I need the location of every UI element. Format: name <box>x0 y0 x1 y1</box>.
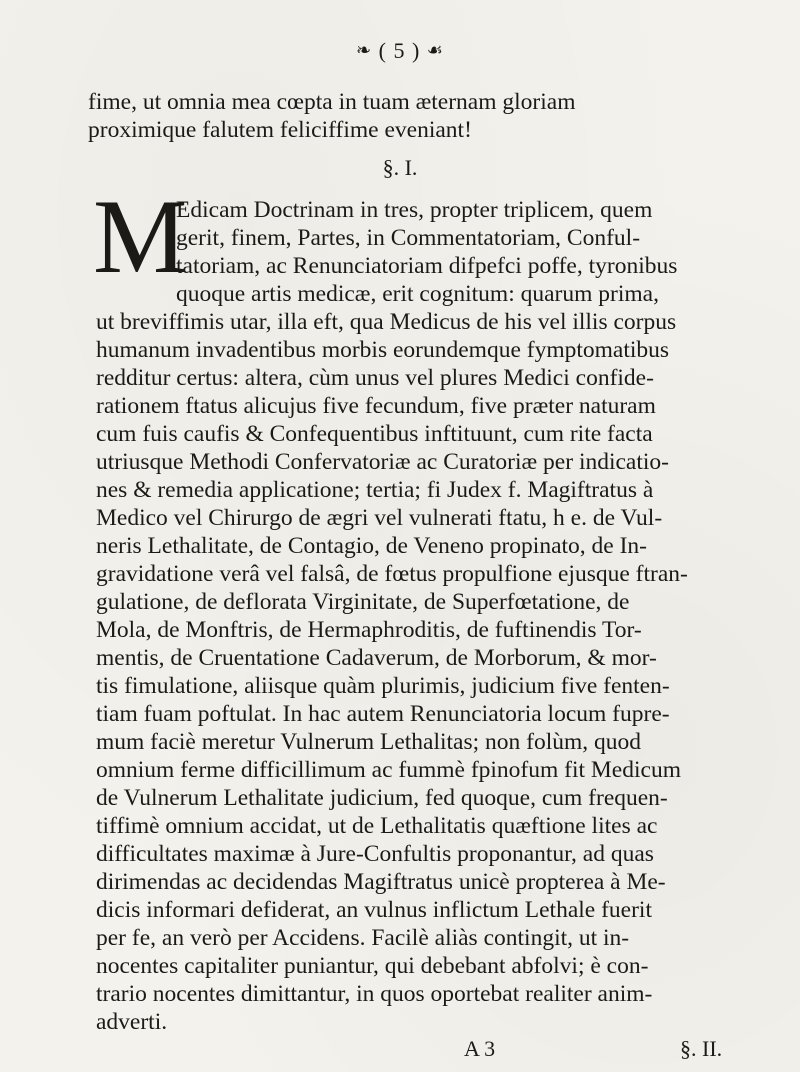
body-line: tis fimulatione, aliisque quàm plurimis, judicium five fenten- <box>96 673 670 699</box>
body-line: dirimendas ac decidendas Magiftratus unicè propterea à Me- <box>96 869 666 895</box>
body-line: gerit, finem, Partes, in Commentatoriam, Conful- <box>176 225 641 251</box>
ornament-right-icon: ☙ <box>426 40 444 60</box>
body-line: Edicam Doctrinam in tres, propter triplicem, quem <box>176 197 653 223</box>
body-line: gulatione, de deflorata Virginitate, de Superfœtatione, de <box>96 589 630 615</box>
body-line: utriusque Methodi Confervatoriæ ac Curatoriæ per indicatio- <box>96 449 669 475</box>
body-line: tiam fuam poftulat. In hac autem Renunciatoria locum fupre- <box>96 701 670 727</box>
catchword: §. II. <box>680 1036 723 1061</box>
page-number: ( 5 ) <box>378 38 421 63</box>
body-line: gravidatione verâ vel falsâ, de fœtus propulfione ejusque ftran- <box>96 561 688 587</box>
body-line: neris Lethalitate, de Contagio, de Veneno propinato, de In- <box>96 533 647 559</box>
body-line: tiffimè omnium accidat, ut de Lethalitatis quæftione lites ac <box>96 813 658 839</box>
intro-line: proximique falutem feliciffime eveniant! <box>88 117 472 143</box>
body-line: mentis, de Cruentatione Cadaverum, de Morborum, & mor- <box>96 645 657 671</box>
body-line: redditur certus: altera, cùm unus vel plures Medici confide- <box>96 365 654 391</box>
body-line: quoque artis medicæ, erit cognitum: quarum prima, <box>176 281 659 307</box>
body-line: difficultates maximæ à Jure-Confultis proponantur, ad quas <box>96 841 654 867</box>
body-line: per fe, an verò per Accidens. Facilè aliàs contingit, ut in- <box>96 925 630 951</box>
body-line: rationem ftatus alicujus five fecundum, five præter naturam <box>96 393 656 419</box>
signature-mark: A 3 <box>464 1036 496 1061</box>
body-line: cum fuis caufis & Confequentibus inftituunt, cum rite facta <box>96 421 653 447</box>
drop-capital: M <box>93 178 188 295</box>
body-line: omnium ferme difficillimum ac fummè fpinofum fit Medicum <box>96 757 681 783</box>
body-line: mum faciè meretur Vulnerum Lethalitas; non folùm, quod <box>96 729 642 755</box>
body-line: Mola, de Monftris, de Hermaphroditis, de fuftinendis Tor- <box>96 617 642 643</box>
body-line: trario nocentes dimittantur, in quos oportebat realiter anim- <box>96 981 653 1007</box>
body-line: humanum invadentibus morbis eorundemque fymptomatibus <box>96 337 670 363</box>
intro-line: fime, ut omnia mea cœpta in tuam æternam gloriam <box>88 89 576 115</box>
running-header <box>0 38 800 64</box>
body-line: Medico vel Chirurgo de ægri vel vulnerati ftatu, h e. de Vul- <box>96 505 663 531</box>
body-line: ut breviffimis utar, illa eft, qua Medicus de his vel illis corpus <box>96 309 677 335</box>
body-line: dicis informari defiderat, an vulnus inflictum Lethale fuerit <box>96 897 652 923</box>
body-line: nocentes capitaliter puniantur, qui debebant abfolvi; è con- <box>96 953 649 979</box>
body-line: tatoriam, ac Renunciatoriam difpefci poffe, tyronibus <box>176 253 678 279</box>
body-line: adverti. <box>96 1009 168 1035</box>
ornament-left-icon: ❧ <box>356 40 373 60</box>
section-heading: §. I. <box>382 155 418 180</box>
body-line: de Vulnerum Lethalitate judicium, fed quoque, cum frequen- <box>96 785 668 811</box>
body-line: nes & remedia applicatione; tertia; fi Judex f. Magiftratus à <box>96 477 654 503</box>
